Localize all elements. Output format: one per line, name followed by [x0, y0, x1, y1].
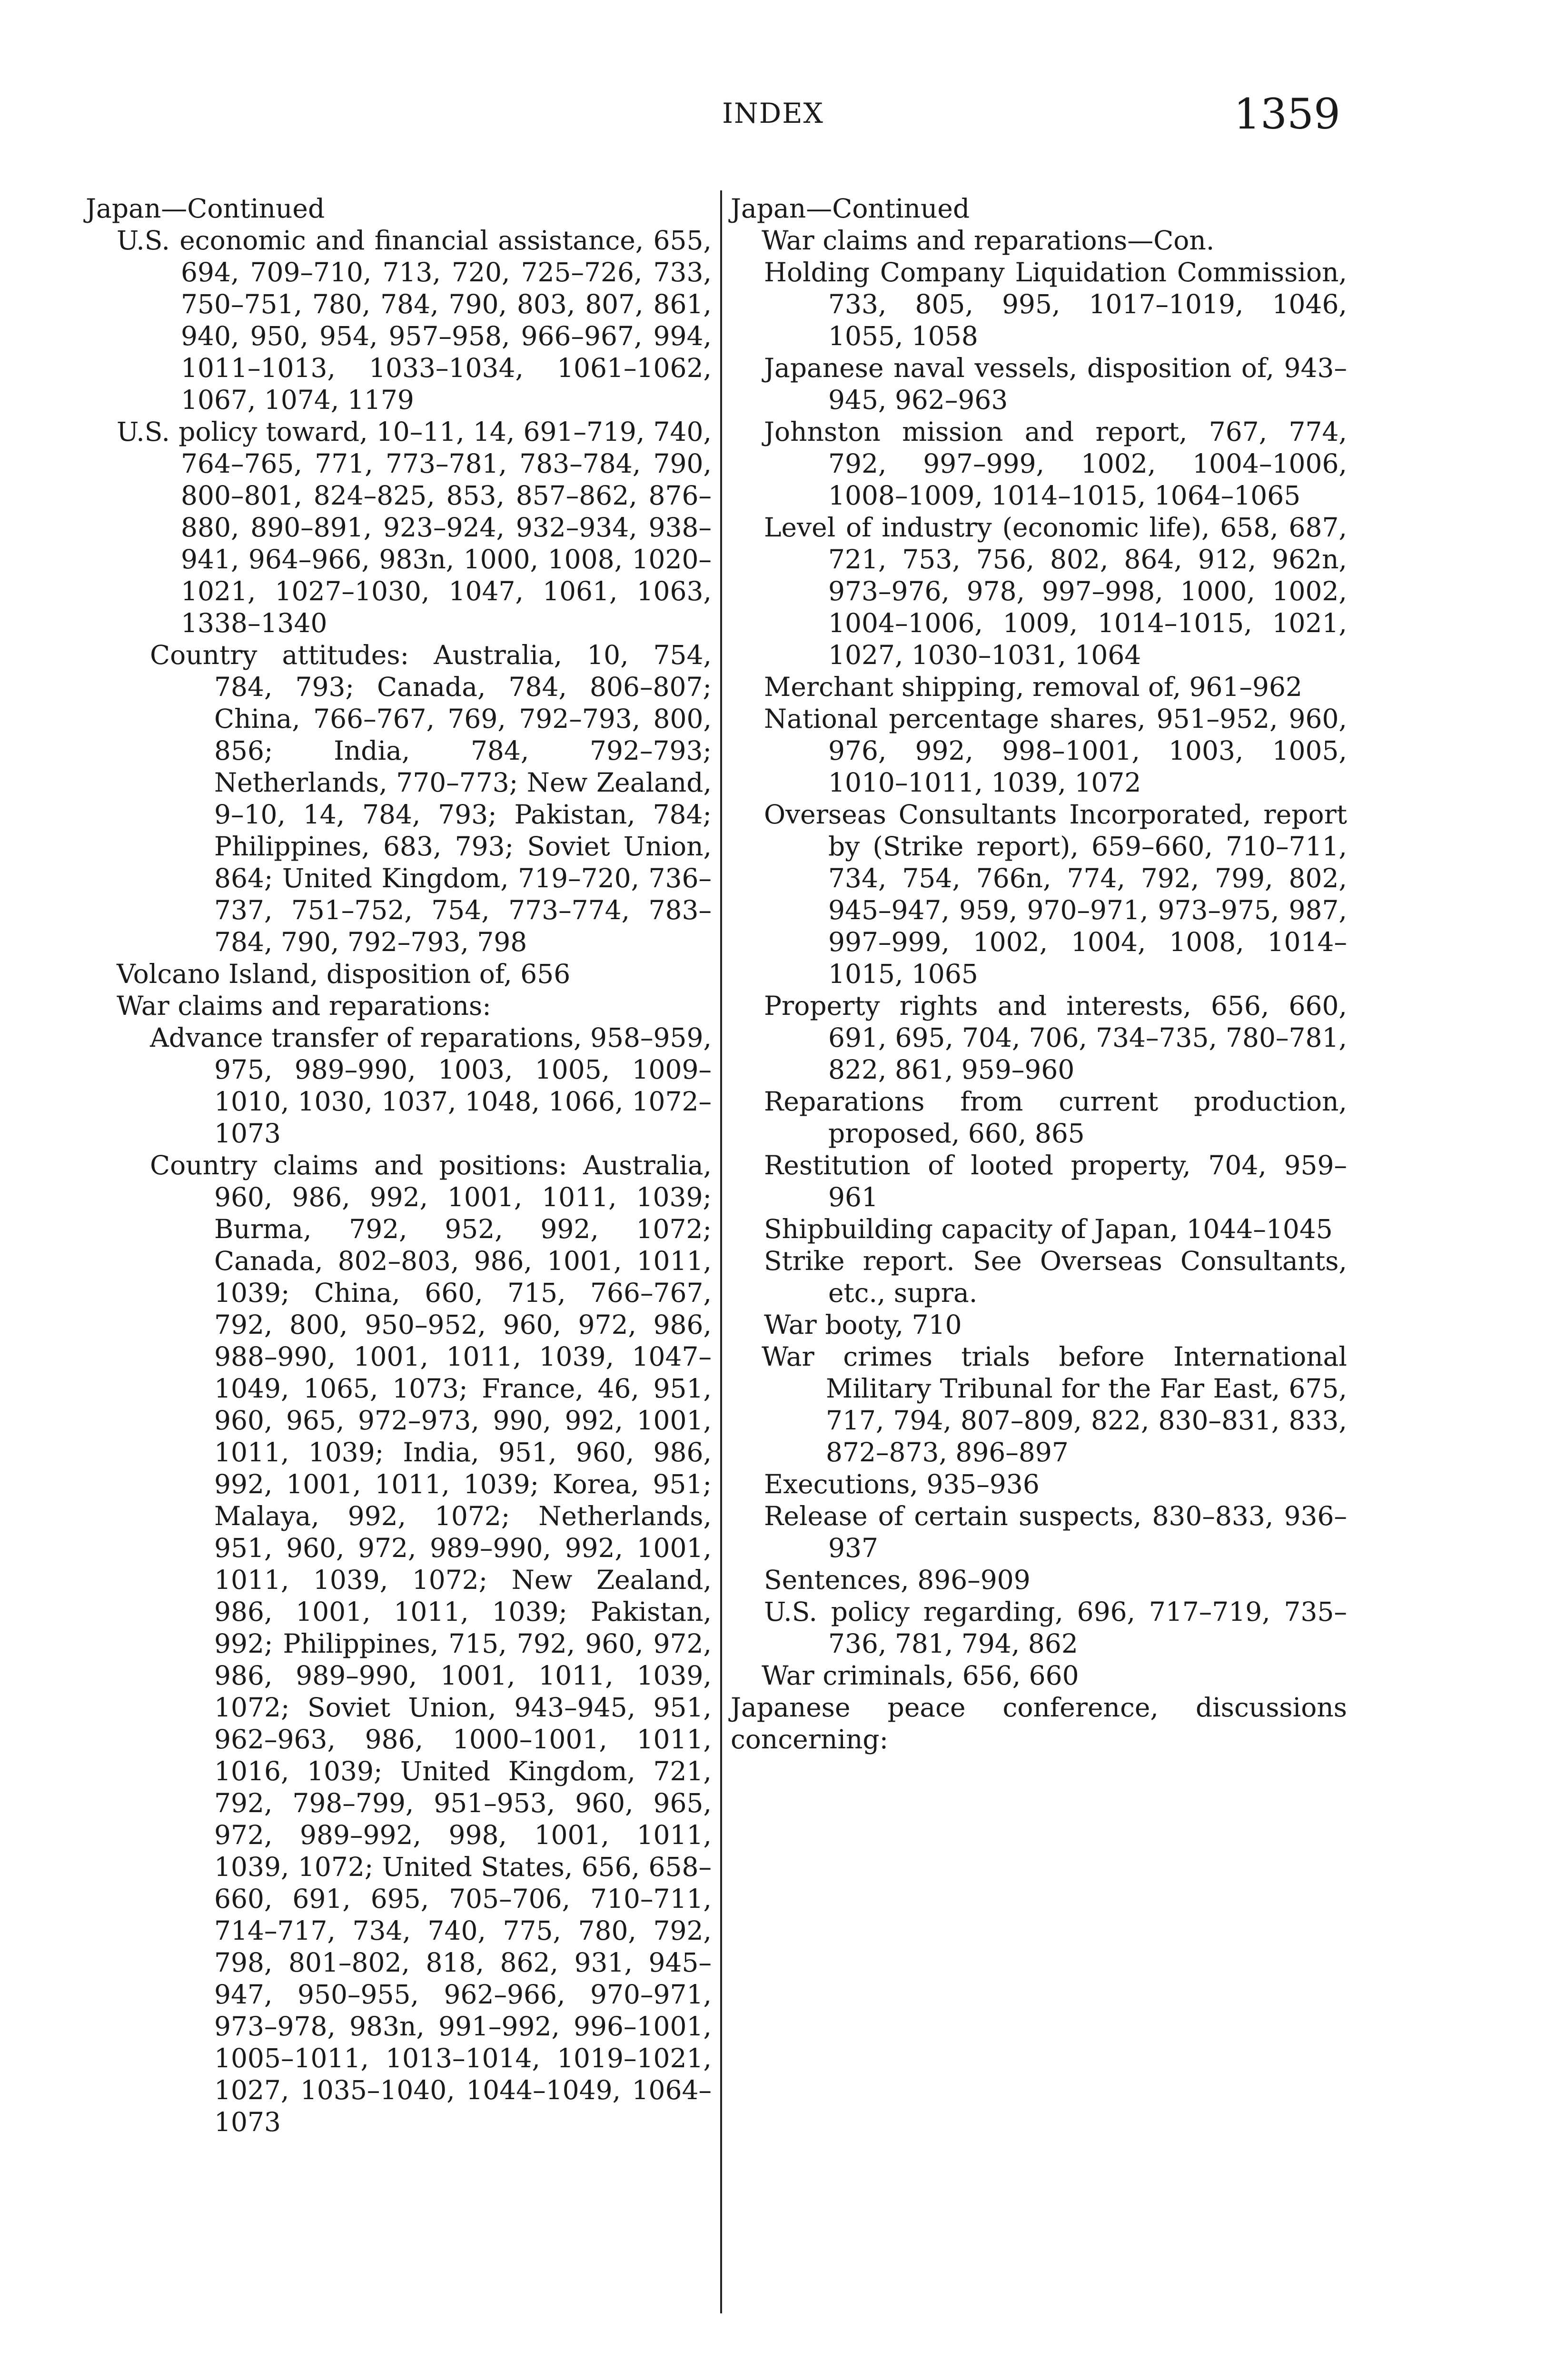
index-entry: Japan—Continued	[731, 193, 970, 224]
column-divider	[720, 190, 722, 2313]
index-entry: Strike report. See Overseas Consultants, etc., supra.	[764, 1246, 1347, 1308]
index-entry: Volcano Island, disposition of, 656	[117, 959, 571, 989]
index-entry: Merchant shipping, removal of, 961–962	[764, 672, 1302, 702]
index-entry: War booty, 710	[764, 1309, 962, 1340]
index-column-right	[731, 193, 1347, 1755]
index-entry: Property rights and interests, 656, 660, 691, 695, 704, 706, 734–735, 780–781, 822, 861, 959–960	[764, 991, 1347, 1085]
index-entry: Country attitudes: Australia, 10, 754, 784, 793; Canada, 784, 806–807; China, 766–767, 769, 792–793, 800, 856; India, 784, 792–793; Netherlands, 770–773; New Zealand, 9–10, 14, 784, 793; Pakistan, 784; Philippines, 683, 793; Soviet Union, 864; United Kingdom, 719–720, 736–737, 751–752, 754, 773–774, 783–784, 790, 792–793, 798	[150, 640, 712, 957]
index-entry: U.S. policy regarding, 696, 717–719, 735–736, 781, 794, 862	[764, 1597, 1347, 1659]
index-entry: Sentences, 896–909	[764, 1565, 1031, 1595]
index-entry: National percentage shares, 951–952, 960, 976, 992, 998–1001, 1003, 1005, 1010–1011, 1039, 1072	[764, 704, 1347, 798]
index-entry: Advance transfer of reparations, 958–959, 975, 989–990, 1003, 1005, 1009–1010, 1030, 1037, 1048, 1066, 1072–1073	[150, 1022, 712, 1149]
index-entry: Reparations from current production, proposed, 660, 865	[764, 1086, 1347, 1149]
index-entry: War claims and reparations:	[117, 991, 491, 1021]
index-entry: Restitution of looted property, 704, 959–961	[764, 1150, 1347, 1212]
index-entry: Country claims and positions: Australia, 960, 986, 992, 1001, 1011, 1039; Burma, 792, 952, 992, 1072; Canada, 802–803, 986, 1001, 1011, 1039; China, 660, 715, 766–767, 792, 800, 950–952, 960, 972, 986, 988–990, 1001, 1011, 1039, 1047–1049, 1065, 1073; France, 46, 951, 960, 965, 972–973, 990, 992, 1001, 1011, 1039; India, 951, 960, 986, 992, 1001, 1011, 1039; Korea, 951; Malaya, 992, 1072; Netherlands, 951, 960, 972, 989–990, 992, 1001, 1011, 1039, 1072; New Zealand, 986, 1001, 1011, 1039; Pakistan, 992; Philippines, 715, 792, 960, 972, 986, 989–990, 1001, 1011, 1039, 1072; Soviet Union, 943–945, 951, 962–963, 986, 1000–1001, 1011, 1016, 1039; United Kingdom, 721, 792, 798–799, 951–953, 960, 965, 972, 989–992, 998, 1001, 1011, 1039, 1072; United States, 656, 658–660, 691, 695, 705–706, 710–711, 714–717, 734, 740, 775, 780, 792, 798, 801–802, 818, 862, 931, 945–947, 950–955, 962–966, 970–971, 973–978, 983n, 991–992, 996–1001, 1005–1011, 1013–1014, 1019–1021, 1027, 1035–1040, 1044–1049, 1064–1073	[150, 1150, 712, 2137]
index-column-left	[86, 193, 712, 2138]
index-entry: Holding Company Liquidation Commission, 733, 805, 995, 1017–1019, 1046, 1055, 1058	[764, 257, 1347, 351]
index-entry: Japanese peace conference, discussions concerning:	[731, 1692, 1347, 1755]
index-entry: Overseas Consultants Incorporated, report by (Strike report), 659–660, 710–711, 734, 754, 766n, 774, 792, 799, 802, 945–947, 959, 970–971, 973–975, 987, 997–999, 1002, 1004, 1008, 1014–1015, 1065	[764, 799, 1347, 989]
index-entry: U.S. economic and financial assistance, 655, 694, 709–710, 713, 720, 725–726, 733, 750–751, 780, 784, 790, 803, 807, 861, 940, 950, 954, 957–958, 966–967, 994, 1011–1013, 1033–1034, 1061–1062, 1067, 1074, 1179	[117, 225, 712, 415]
page-number: 1359	[1234, 89, 1340, 139]
index-entry: Release of certain suspects, 830–833, 936–937	[764, 1501, 1347, 1563]
index-entry: Japanese naval vessels, disposition of, 943–945, 962–963	[764, 353, 1347, 415]
index-entry: Shipbuilding capacity of Japan, 1044–1045	[764, 1214, 1333, 1244]
index-entry: Japan—Continued	[86, 193, 325, 224]
index-entry: War criminals, 656, 660	[762, 1660, 1079, 1691]
index-entry: U.S. policy toward, 10–11, 14, 691–719, 740, 764–765, 771, 773–781, 783–784, 790, 800–801, 824–825, 853, 857–862, 876–880, 890–891, 923–924, 932–934, 938–941, 964–966, 983n, 1000, 1008, 1020–1021, 1027–1030, 1047, 1061, 1063, 1338–1340	[117, 416, 712, 638]
index-entry: War claims and reparations—Con.	[762, 225, 1215, 256]
index-entry: Level of industry (economic life), 658, 687, 721, 753, 756, 802, 864, 912, 962n, 973–976, 978, 997–998, 1000, 1002, 1004–1006, 1009, 1014–1015, 1021, 1027, 1030–1031, 1064	[764, 512, 1347, 670]
running-head: INDEX	[722, 97, 824, 129]
index-entry: Johnston mission and report, 767, 774, 792, 997–999, 1002, 1004–1006, 1008–1009, 1014–1015, 1064–1065	[764, 416, 1347, 511]
index-entry: Executions, 935–936	[764, 1469, 1040, 1499]
index-entry: War crimes trials before International Military Tribunal for the Far East, 675, 717, 794, 807–809, 822, 830–831, 833, 872–873, 896–897	[762, 1341, 1347, 1468]
